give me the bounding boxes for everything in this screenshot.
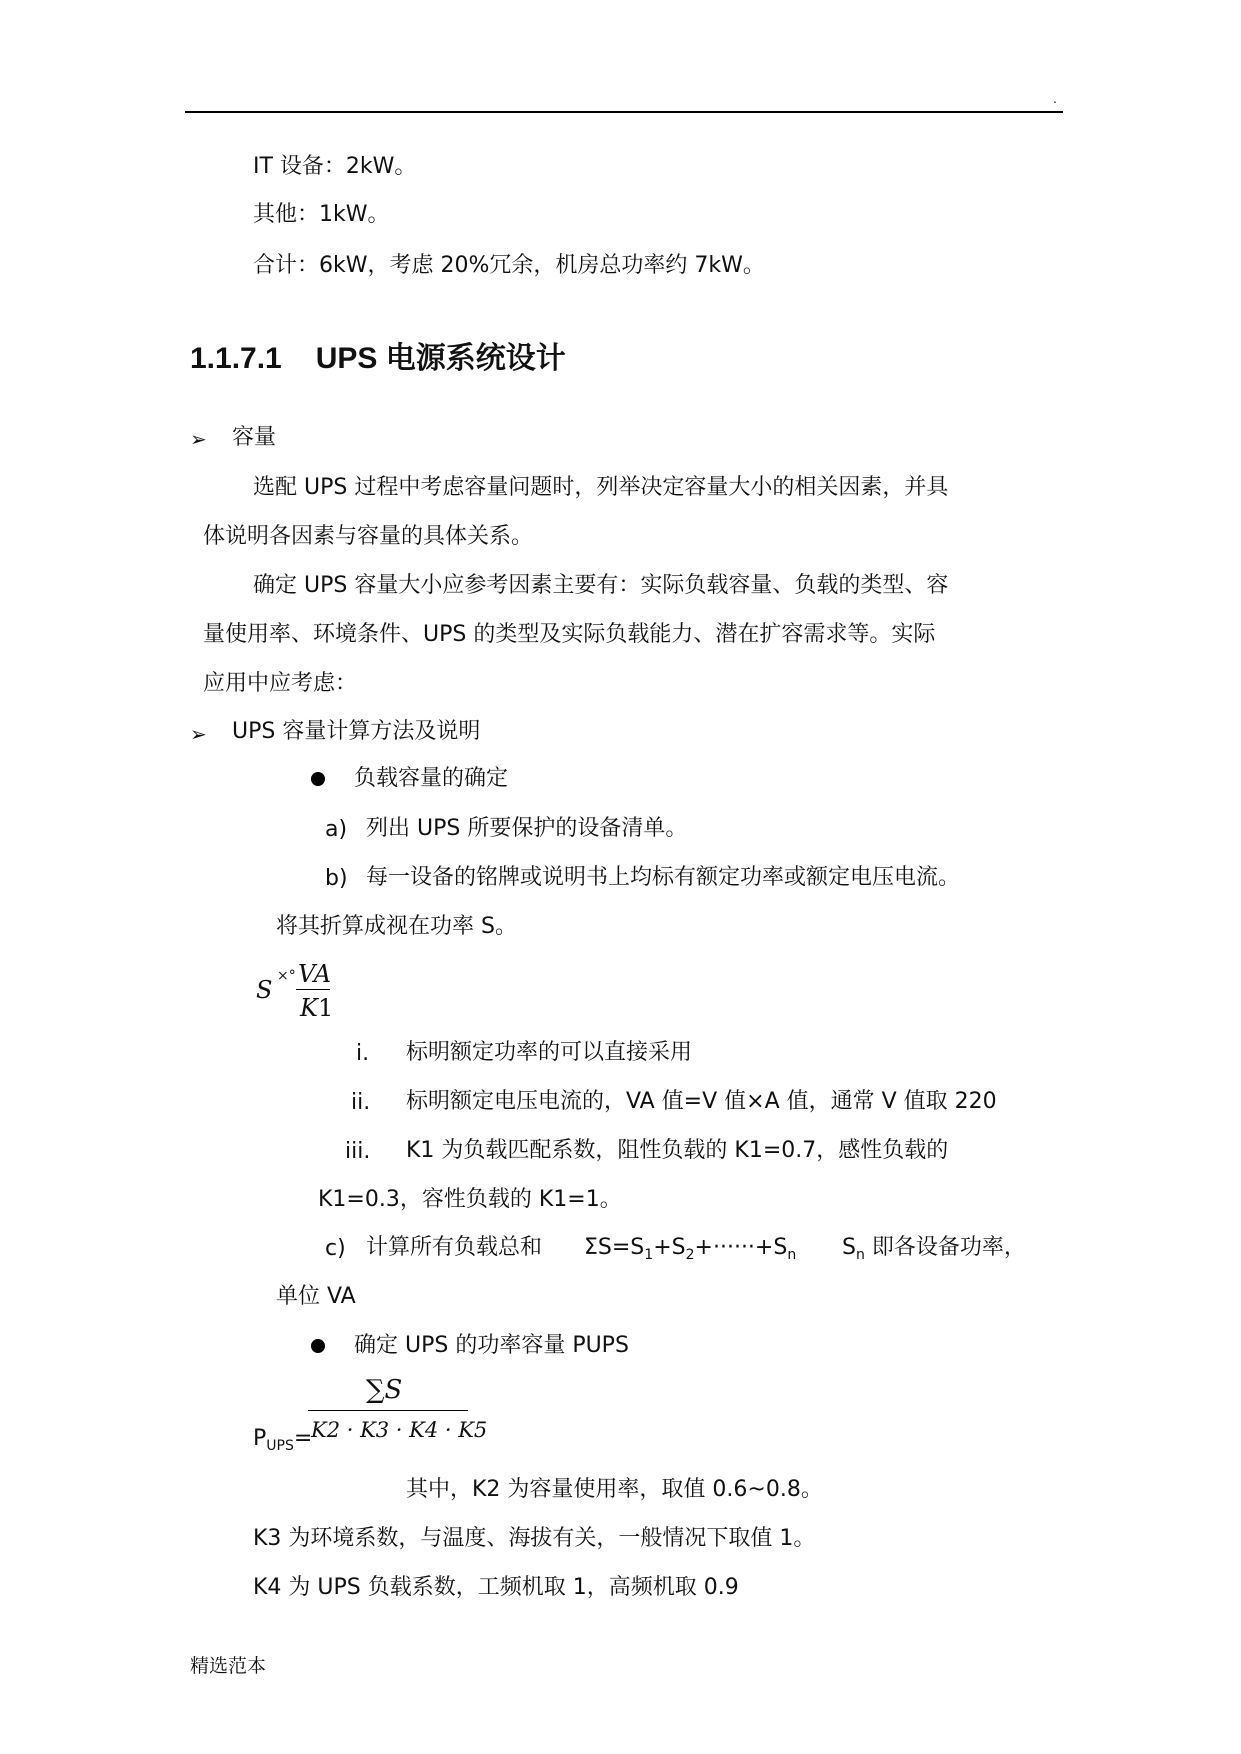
k3-line: K3 为环境系数，与温度、海拔有关，一般情况下取值 1。: [253, 1526, 816, 1551]
roman-iii-marker: iii.: [345, 1139, 371, 1164]
footer-text: 精选范本: [190, 1655, 267, 1677]
roman-ii-marker: ii.: [351, 1090, 371, 1115]
formula1-fraction-bar: [296, 989, 330, 990]
pups-title: 确定 UPS 的功率容量 PUPS: [354, 1333, 629, 1358]
k4-line: K4 为 UPS 负载系数，工频机取 1，高频机取 0.9: [253, 1575, 739, 1600]
formula2-numerator: ∑S: [366, 1375, 403, 1405]
item-b-marker: b): [325, 866, 348, 891]
other-power-line: 其他：1kW。: [253, 202, 390, 227]
item-b-line1: 每一设备的铭牌或说明书上均标有额定功率或额定电压电流。: [366, 865, 961, 890]
formula2-sub-ups: UPS: [266, 1438, 294, 1454]
header-mark: .: [1053, 92, 1057, 106]
total-power-line: 合计：6kW，考虑 20%冗余，机房总功率约 7kW。: [253, 253, 765, 278]
formula2-p: P: [253, 1426, 267, 1451]
sum-formula-part3: +······+S: [694, 1235, 788, 1260]
tail-sub-n: n: [855, 1247, 865, 1263]
item-c-sum-formula: [584, 1234, 796, 1269]
arrow-bullet-icon: ➢: [190, 722, 207, 746]
capacity-para1-line2: 体说明各因素与容量的具体关系。: [203, 524, 534, 549]
formula1-numerator-text: VA: [298, 960, 332, 988]
item-c-marker: c): [325, 1236, 346, 1261]
k2-line: 其中，K2 为容量使用率，取值 0.6~0.8。: [406, 1477, 823, 1502]
section-number: 1.1.7.1: [190, 342, 282, 375]
dot-bullet-icon: [311, 1339, 325, 1353]
it-power-line: IT 设备：2kW。: [253, 154, 417, 179]
section-heading: [190, 341, 566, 377]
formula2-denominator: K2 · K3 · K4 · K5: [311, 1418, 488, 1442]
sum-sub-1: 1: [644, 1247, 654, 1263]
item-c-line2: 单位 VA: [276, 1284, 356, 1309]
section-title: UPS 电源系统设计: [315, 342, 566, 375]
roman-ii-text: 标明额定电压电流的，VA 值=V 值×A 值，通常 V 值取 220: [406, 1089, 997, 1114]
formula1-operator: ×°: [277, 968, 296, 984]
roman-iii-line2: K1=0.3，容性负载的 K1=1。: [318, 1187, 622, 1212]
sum-sub-2: 2: [685, 1247, 695, 1263]
capacity-para2-line3: 应用中应考虑：: [203, 671, 358, 696]
formula2-fraction-bar: [308, 1410, 468, 1411]
tail-s: S: [842, 1235, 856, 1260]
sum-formula-part1: S=S: [597, 1235, 645, 1260]
formula1-denominator: K1: [300, 994, 334, 1022]
header-rule: [185, 111, 1063, 113]
tail-text: 即各设备功率，: [864, 1235, 1026, 1260]
roman-i-text: 标明额定功率的可以直接采用: [406, 1040, 693, 1065]
sum-formula-part2: +S: [653, 1235, 686, 1260]
item-a-text: 列出 UPS 所要保护的设备清单。: [366, 816, 688, 841]
formula1-lhs: S: [256, 976, 273, 1004]
item-c-text: 计算所有负载总和: [366, 1235, 543, 1260]
roman-i-marker: i.: [356, 1041, 370, 1066]
sigma-symbol: Σ: [584, 1235, 598, 1260]
roman-iii-line1: K1 为负载匹配系数，阻性负载的 K1=0.7，感性负载的: [406, 1138, 949, 1163]
formula2-lhs: [253, 1425, 312, 1460]
arrow-bullet-icon: ➢: [190, 427, 207, 451]
load-capacity-title: 负载容量的确定: [354, 766, 509, 791]
item-a-marker: a): [325, 817, 348, 842]
capacity-para2-line1: 确定 UPS 容量大小应参考因素主要有：实际负载容量、负载的类型、容: [253, 573, 949, 598]
item-b-line2: 将其折算成视在功率 S。: [276, 914, 517, 939]
formula2-equals: =: [293, 1426, 313, 1451]
capacity-label: 容量: [232, 425, 277, 450]
capacity-para2-line2: 量使用率、环境条件、UPS 的类型及实际负载能力、潜在扩容需求等。实际: [203, 622, 936, 647]
dot-bullet-icon: [311, 772, 325, 786]
item-c-tail: [842, 1234, 1026, 1269]
capacity-para1-line1: 选配 UPS 过程中考虑容量问题时，列举决定容量大小的相关因素，并具: [253, 475, 949, 500]
calc-label: UPS 容量计算方法及说明: [232, 719, 481, 744]
sum-sub-n: n: [787, 1247, 797, 1263]
